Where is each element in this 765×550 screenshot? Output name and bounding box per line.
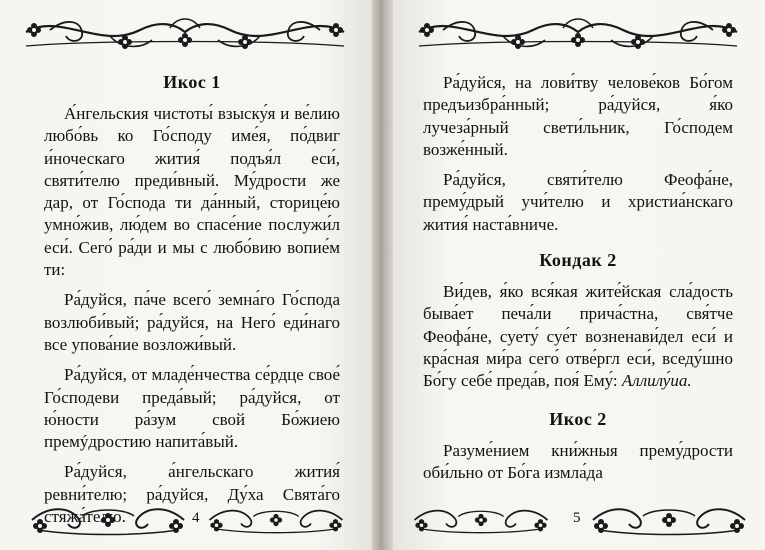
ikos-1-paragraph-continued: Ра́дуйся, на лови́тву челове́ков Бо́гом предъизбра́нный; ра́дуйся, я́ко лучеза́рный свети́льник, Го́сподем возже́нный.: [423, 73, 733, 159]
ikos-2-heading: Икос 2: [549, 408, 607, 429]
book-gutter: [372, 0, 393, 550]
ikos-1-paragraph: Ра́дуйся, а́нгельскаго жития́ ревни́телю; ра́дуйся, Ду́ха Свята́го стяжа́телю.: [44, 462, 340, 527]
ikos-1-paragraph: Ра́дуйся, па́че всего́ земна́го Го́спода возлюби́вый; ра́дуйся, на Него́ еди́наго все упова́ние возложи́вый.: [44, 290, 340, 354]
kondak-2-text: Ви́дев, я́ко вся́кая жите́йская сла́дость быва́ет печа́ли прича́стна, свя́тче Феофа́не, суету́ суе́т возненави́дел еси́ и кра́сная ми́ра сего́ отве́ргл еси́, вседу́шно Бо́гу себе́ преда́в, поя́ Ему́:: [423, 282, 733, 391]
page-number-left: 4: [192, 510, 200, 526]
left-page-text: [44, 72, 340, 528]
ikos-1-heading: Икос 1: [163, 72, 221, 92]
floral-vine-ornament-icon: [20, 10, 350, 60]
right-page: [393, 0, 765, 550]
left-page: [0, 0, 372, 550]
kondak-2-refrain: Аллилу́иа.: [621, 371, 692, 391]
floral-scroll-ornament-icon: [589, 500, 749, 540]
floral-scroll-ornament-icon: [28, 500, 188, 540]
floral-vine-ornament-icon: [413, 10, 743, 60]
floral-scroll-ornament-icon: [411, 500, 551, 540]
ikos-1-paragraph: А́нгельския чистоты́ взыску́я и ве́лию любо́вь ко Го́споду име́я, по́двиг и́ноческаго жития́ подъя́л еси́, святи́телю преди́вный. Му́дрости же дар, от Го́спода ти да́нный, сторице́ю умно́жив, лю́дем во спасе́ние послужи́л еси́. Сего́ ра́ди и мы с любо́вию вопие́м ти:: [44, 104, 340, 280]
kondak-2-paragraph: [423, 281, 733, 392]
page-number-right: 5: [573, 510, 581, 526]
ikos-1-paragraph: Ра́дуйся, от младе́нчества се́рдце свое́ Го́сподеви преда́вый; ра́дуйся, от ю́ности ра́зум свой Бо́жиею премýдростию напита́вый.: [44, 365, 340, 452]
floral-scroll-ornament-icon: [206, 500, 346, 540]
right-page-text: [423, 72, 733, 484]
kondak-2-heading: Кондак 2: [539, 250, 617, 271]
ikos-2-paragraph: Разуме́нием кни́жныя прему́дрости оби́льно от Бо́га измла́да: [423, 440, 733, 482]
ikos-1-paragraph-continued: Ра́дуйся, святи́телю Феофа́не, прему́дрый учи́телю и христиа́нскаго жития́ наста́вниче.: [423, 170, 733, 234]
